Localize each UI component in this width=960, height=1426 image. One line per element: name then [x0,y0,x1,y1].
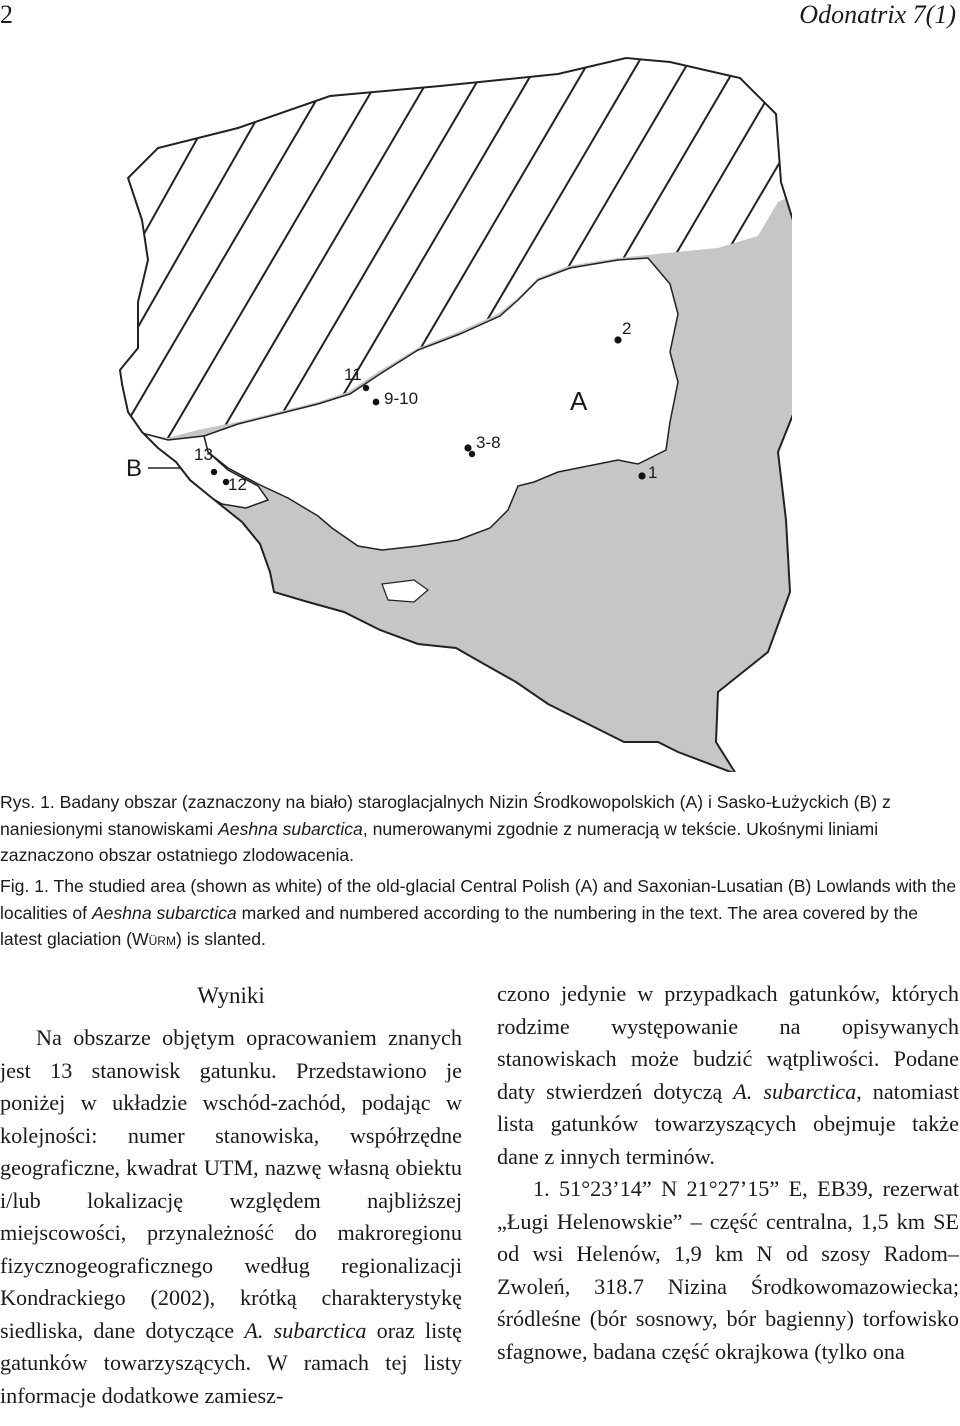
right-text-column [497,978,959,1368]
figure-map [118,52,792,772]
caption-pl-label: Rys. 1. [0,792,55,812]
region-label-b: B [126,455,143,482]
figure-caption-polish [0,789,960,869]
locality-label-13: 13 [194,445,213,464]
left-paragraph-species: A. subarctica [244,1317,367,1343]
caption-pl-species: Aeshna subarctica [218,818,363,839]
caption-en-species: Aeshna subarctica [91,902,237,923]
journal-title: Odonatrix 7(1) [799,0,956,29]
caption-pl-text-1: Badany obszar (zaznaczony na biało) staroglacjalnych Nizin Środkowopolskich (A) i Sasko-Łużyckich (B) z naniesionymi stanowiskami [0,792,891,839]
caption-en-glaciation: Würm [132,929,176,949]
locality-label-9-10: 9-10 [384,389,419,408]
left-paragraph-text-b: oraz listę gatunków towarzyszących. W ramach tej listy informacje dodatkowe zamiesz- [0,1317,462,1408]
locality-point-3-8a [464,444,471,451]
locality-label-2: 2 [622,319,632,338]
locality-point-9-10 [373,399,380,406]
locality-point-11 [363,385,369,391]
caption-pl-text-2: , numerowanymi zgodnie z numeracją w tekście. Ukośnymi liniami zaznaczono obszar ostatniego zlodowacenia. [0,818,879,865]
locality-label-12: 12 [228,475,247,494]
locality-label-1: 1 [648,463,658,482]
locality-label-11: 11 [344,365,362,384]
right-paragraph-species: A. subarctica [733,1078,857,1104]
right-paragraph-1 [497,978,959,1173]
locality-entry-1: 1. 51°23’14” N 21°27’15” E, EB39, rezerwat „Ługi Helenowskie” – część centralna, 1,5 km SE od wsi Helenów, 1,9 km N od szosy Radom–Zwoleń, 318.7 Nizina Środkowomazowiecka; śródleśne (bór sosnowy, bór bagienny) torfowisko sfagnowe, badana część okrajkowa (tylko ona [497,1176,959,1364]
left-paragraph-text-a: Na obszarze objętym opracowaniem znanych jest 13 stanowisk gatunku. Przedstawiono je poniżej w układzie wschód-zachód, podając w kolejności: numer stanowiska, współrzędne geograficzne, kwadrat UTM, nazwę własną obiektu i/lub lokalizację względem najbliższej miejscowości, przynależność do makroregionu fizycznogeograficznego według regionalizacji Kondrackiego (2002), krótką charakterystykę siedliska, dane dotyczące [0,1025,462,1343]
right-paragraph-text-b: , natomiast lista gatunków towarzyszących obejmuje także dane z innych terminów. [497,1078,959,1169]
caption-en-label: Fig. 1. [0,876,49,896]
poland-map [118,52,792,772]
caption-en-text-2: marked and numbered according to the numbering in the text. The area covered by the latest glaciation ( [0,902,919,949]
section-heading: Wyniki [197,983,265,1008]
left-text-column [0,978,462,1412]
locality-point-2 [614,336,621,343]
locality-point-3-8b [469,451,475,457]
caption-en-text-1: The studied area (shown as white) of the old-glacial Central Polish (A) and Saxonian-Lusatian (B) Lowlands with the localities of [0,876,957,923]
page-number: 2 [0,0,13,29]
region-label-a: A [570,386,588,416]
locality-point-13 [211,469,217,475]
page-header [0,0,960,34]
left-paragraph [0,1022,462,1412]
right-paragraph-text-a: czono jedynie w przypadkach gatunków, których rodzime występowanie na opisywanych stanowiskach może budzić wątpliwości. Podane daty stwierdzeń dotyczą [497,981,959,1104]
figure-caption-english [0,873,960,953]
locality-point-1 [638,472,645,479]
locality-label-3-8: 3-8 [476,433,501,452]
caption-en-text-3: ) is slanted. [175,929,266,949]
